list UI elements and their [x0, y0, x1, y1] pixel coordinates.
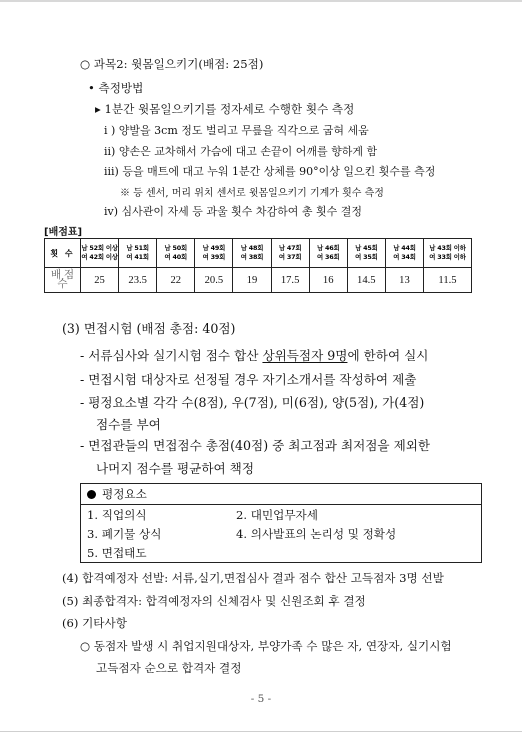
score-table	[44, 238, 472, 293]
table-cell: 23.5	[119, 268, 157, 293]
criteria-box-header	[81, 484, 481, 505]
bullet-icon	[87, 490, 96, 499]
table-cell: 20.5	[195, 268, 233, 293]
criteria-item: 2. 대민업무자세	[236, 508, 318, 522]
page-number: - 5 -	[250, 693, 272, 705]
table-cell: 14.5	[347, 268, 385, 293]
section-title: ○ 과목2: 윗몸일으키기(배점: 25점)	[80, 57, 264, 71]
step-4: iv) 심사관이 자세 등 과울 횟수 차감하여 총 횟수 결정	[104, 205, 363, 218]
note-line-a: ○ 동점자 발생 시 취업지원대상자, 부양가족 수 많은 자, 연장자, 실기시험	[80, 639, 452, 653]
interview-line-4a: - 면접관들의 면접점수 총점(40점) 중 최고점과 최저점을 제외한	[80, 438, 431, 453]
page-bottom-border	[0, 731, 522, 732]
table-col-header: 남 45회 여 35회	[347, 239, 385, 268]
table-cell: 16	[309, 268, 347, 293]
item-6: (6) 기타사항	[62, 616, 127, 630]
interview-line-2: - 면접시험 대상자로 선정될 경우 자기소개서를 작성하여 제출	[80, 372, 417, 387]
interview-line-3b: 점수를 부여	[96, 417, 161, 432]
interview-line-3a: - 평정요소별 각각 수(8점), 우(7점), 미(6점), 양(5점), 가(4점)	[80, 395, 425, 410]
table-col-header: 남 48회 여 38회	[233, 239, 271, 268]
table-cell: 19	[233, 268, 271, 293]
criteria-box-title: 평정요소	[102, 487, 147, 501]
note-line-b: 고득점자 순으로 합격자 결정	[96, 661, 242, 675]
table-cell: 11.5	[424, 268, 472, 293]
table-col-header: 남 46회 여 36회	[309, 239, 347, 268]
table-col-header: 남 50회 여 40회	[157, 239, 195, 268]
criteria-item: 4. 의사발표의 논리성 및 정확성	[236, 527, 397, 541]
table-header-row	[45, 239, 472, 268]
table-cell: 17.5	[271, 268, 309, 293]
item-4: (4) 합격예정자 선발: 서류,실기,면접심사 결과 점수 합산 고득점자 3명 선발	[62, 571, 444, 585]
step-note: ※ 등 센서, 머리 위치 센서로 윗몸일으키기 기계가 횟수 측정	[120, 188, 384, 199]
table-col-header: 남 44회 여 34회	[385, 239, 423, 268]
criteria-item: 1. 직업의식	[87, 508, 147, 522]
table-col-header: 남 49회 여 39회	[195, 239, 233, 268]
table-cell: 25	[81, 268, 119, 293]
table-col-header: 남 43회 이하 여 33회 이하	[424, 239, 472, 268]
page-top-border	[0, 0, 522, 2]
row-header-count: 횟 수	[45, 239, 81, 268]
step-2: ii) 양손은 교차해서 가슴에 대고 손끝이 어깨를 향하게 함	[104, 145, 378, 158]
table-score-row	[45, 268, 472, 293]
table-col-header: 남 52회 이상 여 42회 이상	[81, 239, 119, 268]
item-5: (5) 최종합격자: 합격예정자의 신체검사 및 신원조회 후 결정	[62, 594, 366, 608]
criteria-box	[80, 483, 482, 563]
interview-line-4b: 나머지 점수를 평균하여 책정	[96, 461, 254, 476]
interview-heading: (3) 면접시험 (배점 총점: 40점)	[62, 321, 236, 336]
table-cell: 22	[157, 268, 195, 293]
step-3: iii) 등을 매트에 대고 누워 1분간 상체를 90°이상 일으킨 횟수를 측정	[104, 165, 436, 178]
criteria-item: 3. 폐기물 상식	[87, 527, 162, 541]
table-label: [배점표]	[44, 227, 83, 238]
step-1: i ) 양발을 3cm 정도 벌리고 무릎을 직각으로 굽혀 세움	[104, 124, 369, 137]
interview-line-1: - 서류심사와 실기시험 점수 합산 상위득점자 9명에 한하여 실시	[80, 348, 429, 363]
table-col-header: 남 51회 여 41회	[119, 239, 157, 268]
method-heading: • 측정방법	[88, 81, 144, 95]
highlighted-phrase: 상위득점자 9명	[262, 348, 348, 363]
row-header-score: 배 점 수	[45, 268, 81, 293]
table-cell: 13	[385, 268, 423, 293]
table-col-header: 남 47회 여 37회	[271, 239, 309, 268]
method-main: ▸ 1분간 윗몸일으키기를 정자세로 수행한 횟수 측정	[95, 102, 355, 116]
criteria-item: 5. 면접태도	[87, 546, 147, 560]
